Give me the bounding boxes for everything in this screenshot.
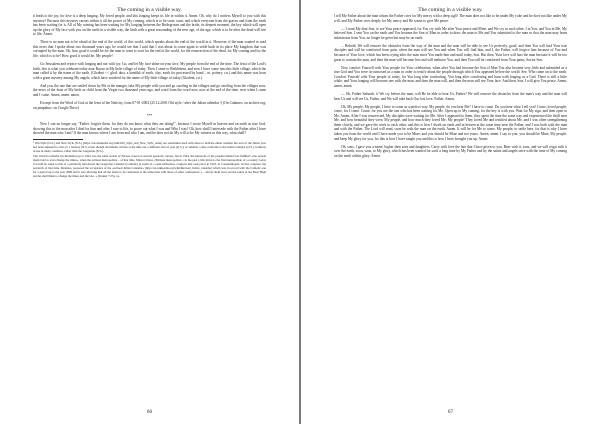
footnote: The Church Calendar (in Romania) up to 1924 was the same as that of Nicaea, based on several apostolic canons, but in 1924, the hierarchs of the prophet Daniel was fulfilled: «the people made bold to even change the times», when the primate metropolitan – of that time, Miron Cristea, (Primate metropolitan = in the past a title given to the first metropolitan of a country; today it would be equal to that of a patriarch) introduced the Gregorian Calendar (Catholic) as result of a «pan-Orthodox» congress that took place in 1923, in Constantinople. At that congress, the patriarch of that time, Meletios, proposed the acceptance of the «revised Julian Calendar» (http://en.wikipedia.org/wiki/Revised_Julian_calendar) which was in accord with the Catholic one for a period up to the year 2800 and it was allowing that all the feasts to be celebrated at the same time with those of other confessions: «... and he shall wear out the saints of the Most High and he shall think to change the times and the law...» (Daniel 7:25), r.n. [33,154,266,178]
left-page-body [33,14,266,136]
paragraph: Go Jerusalem and rejoice with longing and not with joy. Go, and let My face shine on your face, My people from the end of the time. The feast of the Lord's birth, this is what you celebrate today near Bacau in My little village of today. Then I came to Bethlehem, and now I have come into this little village, which the man called it by the name of the earth. (Glodeni << glod: dust, a handful of earth, clay, earth for processed by hand – nt. pottery, r.n.) and this name was born with a great mystery among My angels, which have watched for the name of My little village of today (Glodeni, r.n.). [33,62,266,80]
page-number: 67 [447,409,454,415]
running-head: The coming in a visible way. [117,7,182,13]
paragraph: — Oh, Father Sabaoth, if We cry before the man, will He be able to hear Us, Father? We will remove the obstacles from the man's way and the man will hear Us and will see Us, Father, and We will take back Our lost love, Father. Amen. [334,92,567,101]
paragraph: — I want My dear Son, to see Your peace appeased, for You cry with Me after Your peace and Mine, and We cry in each other, I in You, and You in Me, My beloved Son. I sent You on the earth and You became the Son of Man in order to draw the man to Me and You submitted to the man so that the man may learn submission from You, no longer be great but may be on earth. [334,26,567,40]
left-page [0,0,299,424]
footnote-rule [33,139,83,140]
right-page-body [334,14,567,158]
footnotes [33,142,266,178]
section-separator: *** [146,113,153,118]
footnote: ¹ Old Style (O.S.) and New Style (N.S.) (https://en.wikipedia.org/wiki/Old_Style_and_New_Style_dates) are sometimes used with dates to indicate either whether the start of the Julian year has been adjusted to start on 1 January (N.S.) even though documents written at the time use a different start of year (O.S.); or whether a date conforms to the Julian calendar (O.S.), formerly in use in many countries, rather than the Gregorian (N.S.). [33,141,266,153]
paragraph: ... Behold, We will remove the obstacles from the way of the man and the man will be able to see Us perfectly, good, and then You will find Your true disciples and will be comforted from pain, when the man will see You and when You will find him, and I, the Father, will forgive him because of You and because of Your love, which has been crying after the man since You made him and until today, Son. But then, Your love will hurt the man because it will be too great to contain the man, and then the man will become less and will embrace You, and then You will be comforted from Your pains, Savior Son. [334,43,567,62]
source-citation: Excerpt from the Word of God at the feast of the Nativity, from 07-01-2002 (25.12.2001 Old style / after the Julian calendar ¹) (On Calameo, on archive.org; on jampabuc; on Google Drive) [33,101,266,110]
paragraph: I tell My Father about the man whom the Father cries for My mercy with a deep sigh? The man does not like to be under My yoke and he does not like under My will, and My Father cries deeply for My mercy and He wants to give Me peace. [334,14,567,23]
right-page [301,0,600,424]
paragraph: There is no man not to be afraid of the end of the world, of this world, which speaks about the end of the world in it. However, if the man wanted to read this news that I spoke about two thousand years ago, he would see that I said that I was about to come again to settle back in its place My kingdom that was corrupted by the man. Oh, how good it would be for the man to want to wait for the end of the world, for the resurrection of the dead, for My coming and for the life, which is to be! How good it would be, My people! [33,40,266,58]
paragraph: Oh, sons, I gave you a name, higher then sons and daughters. Carry with love the fate that I have given to you. Bear with it, sons, and we will reign with it over the earth, soon, soon, to My glory, which has been wanted for such a long time by My Father and by the saints and angels once with the time of My coming on the earth within glory. Amen. [334,144,567,158]
paragraph: Now I can no longer say, "Father, forgive them, for they do not know what they are doing!", because I wrote Myself in heaven and on earth as true God, showing this to the man after I died for him and after I rose to life, to prove out what I was and Who I was? Oh, how shall I intercede with the Father after I have showed the man who I am? If the man knows where I am from and who I am, and he does not do My will to be My witness in this way, what shall? [33,121,266,136]
paragraph: it leads to the joy, for love is a deep longing. My loved people, and this longing keeps its life in within it. Amen. Oh, why do I confess Myself to you with this mystery? Because this mystery carries within it all the power of My coming, which is to be soon, soon, and which everyone from the graves and from the earth has been waiting for it. All of My coming has been waiting for My longing between the Bridegroom and the bride, its deepest moment, the key which will open up the glory of My face with you on the earth in a visible way, the birth with a great resounding of the new age, of the age, which is to be after the dead will rise to life. Amen. [33,14,266,37]
page-number: 66 [146,409,153,415]
paragraph: Now comfort Yourself with Your people for Your celebration, when after You had become the Son of Man You also became very little and submitted as a true God and You were circumcised as a man in order to testify about the people through which You appeared before the world. See, Who came on to the earth. Comfort Yourself with Your people of today, for You long after comforting. You long after comforting and burn with longing as a God. There is still a little while, and Your longing will become one with the man, and then the man will, and then the man will see Your face. And then, Son, I will give You peace. Amen, amen, amen. [334,65,567,88]
paragraph: Oh, My people, My people, I have to come as a perfect way. My people, do you hear Me? I have to come. Do you hear what I tell you? Come, loved people, come, for I come. Come; for you are the one who has been waiting for Me. Open up to My coming, for the key is with you. Wait for My sign, and then open to Me. Amen. After I was resurrected, My disciples were waiting for Me. After I appeared to them, they spent the time the same way and experienced the thrill near Me, and how beautiful they were, My people, and how much they loved Me, My people! They loved Me and testified about Me, and I was often strengthening them closely, and we gave the work to each other, and this is how I dwelt on earth and in heaven at the same time near the Father, and I was both with the man and with the Father. The Lord will send, soon be with the man on the earth. Amen. It will be for Me to come, My people, to settle here, for that is why I have taken you from the world and I have made you to be Mine; and you should be Mine and not yours. Amen, amen. I say to you: you should be Mine, My people, and keep My glory for you, for this is how I have taught you and this is how I have brought you up. Amen. [334,104,567,141]
running-head: The coming in a visible way. [418,7,483,13]
paragraph: And you, the one that are settled down by Me at the manger, take My people with you and go caroling in the villages and go caroling from the villages now, the news of the feast of My birth as child from the Virgin two thousand years ago, and word from the word now, now at the end of the time, now when I came and I come. Amen, amen, amen. [33,83,266,97]
